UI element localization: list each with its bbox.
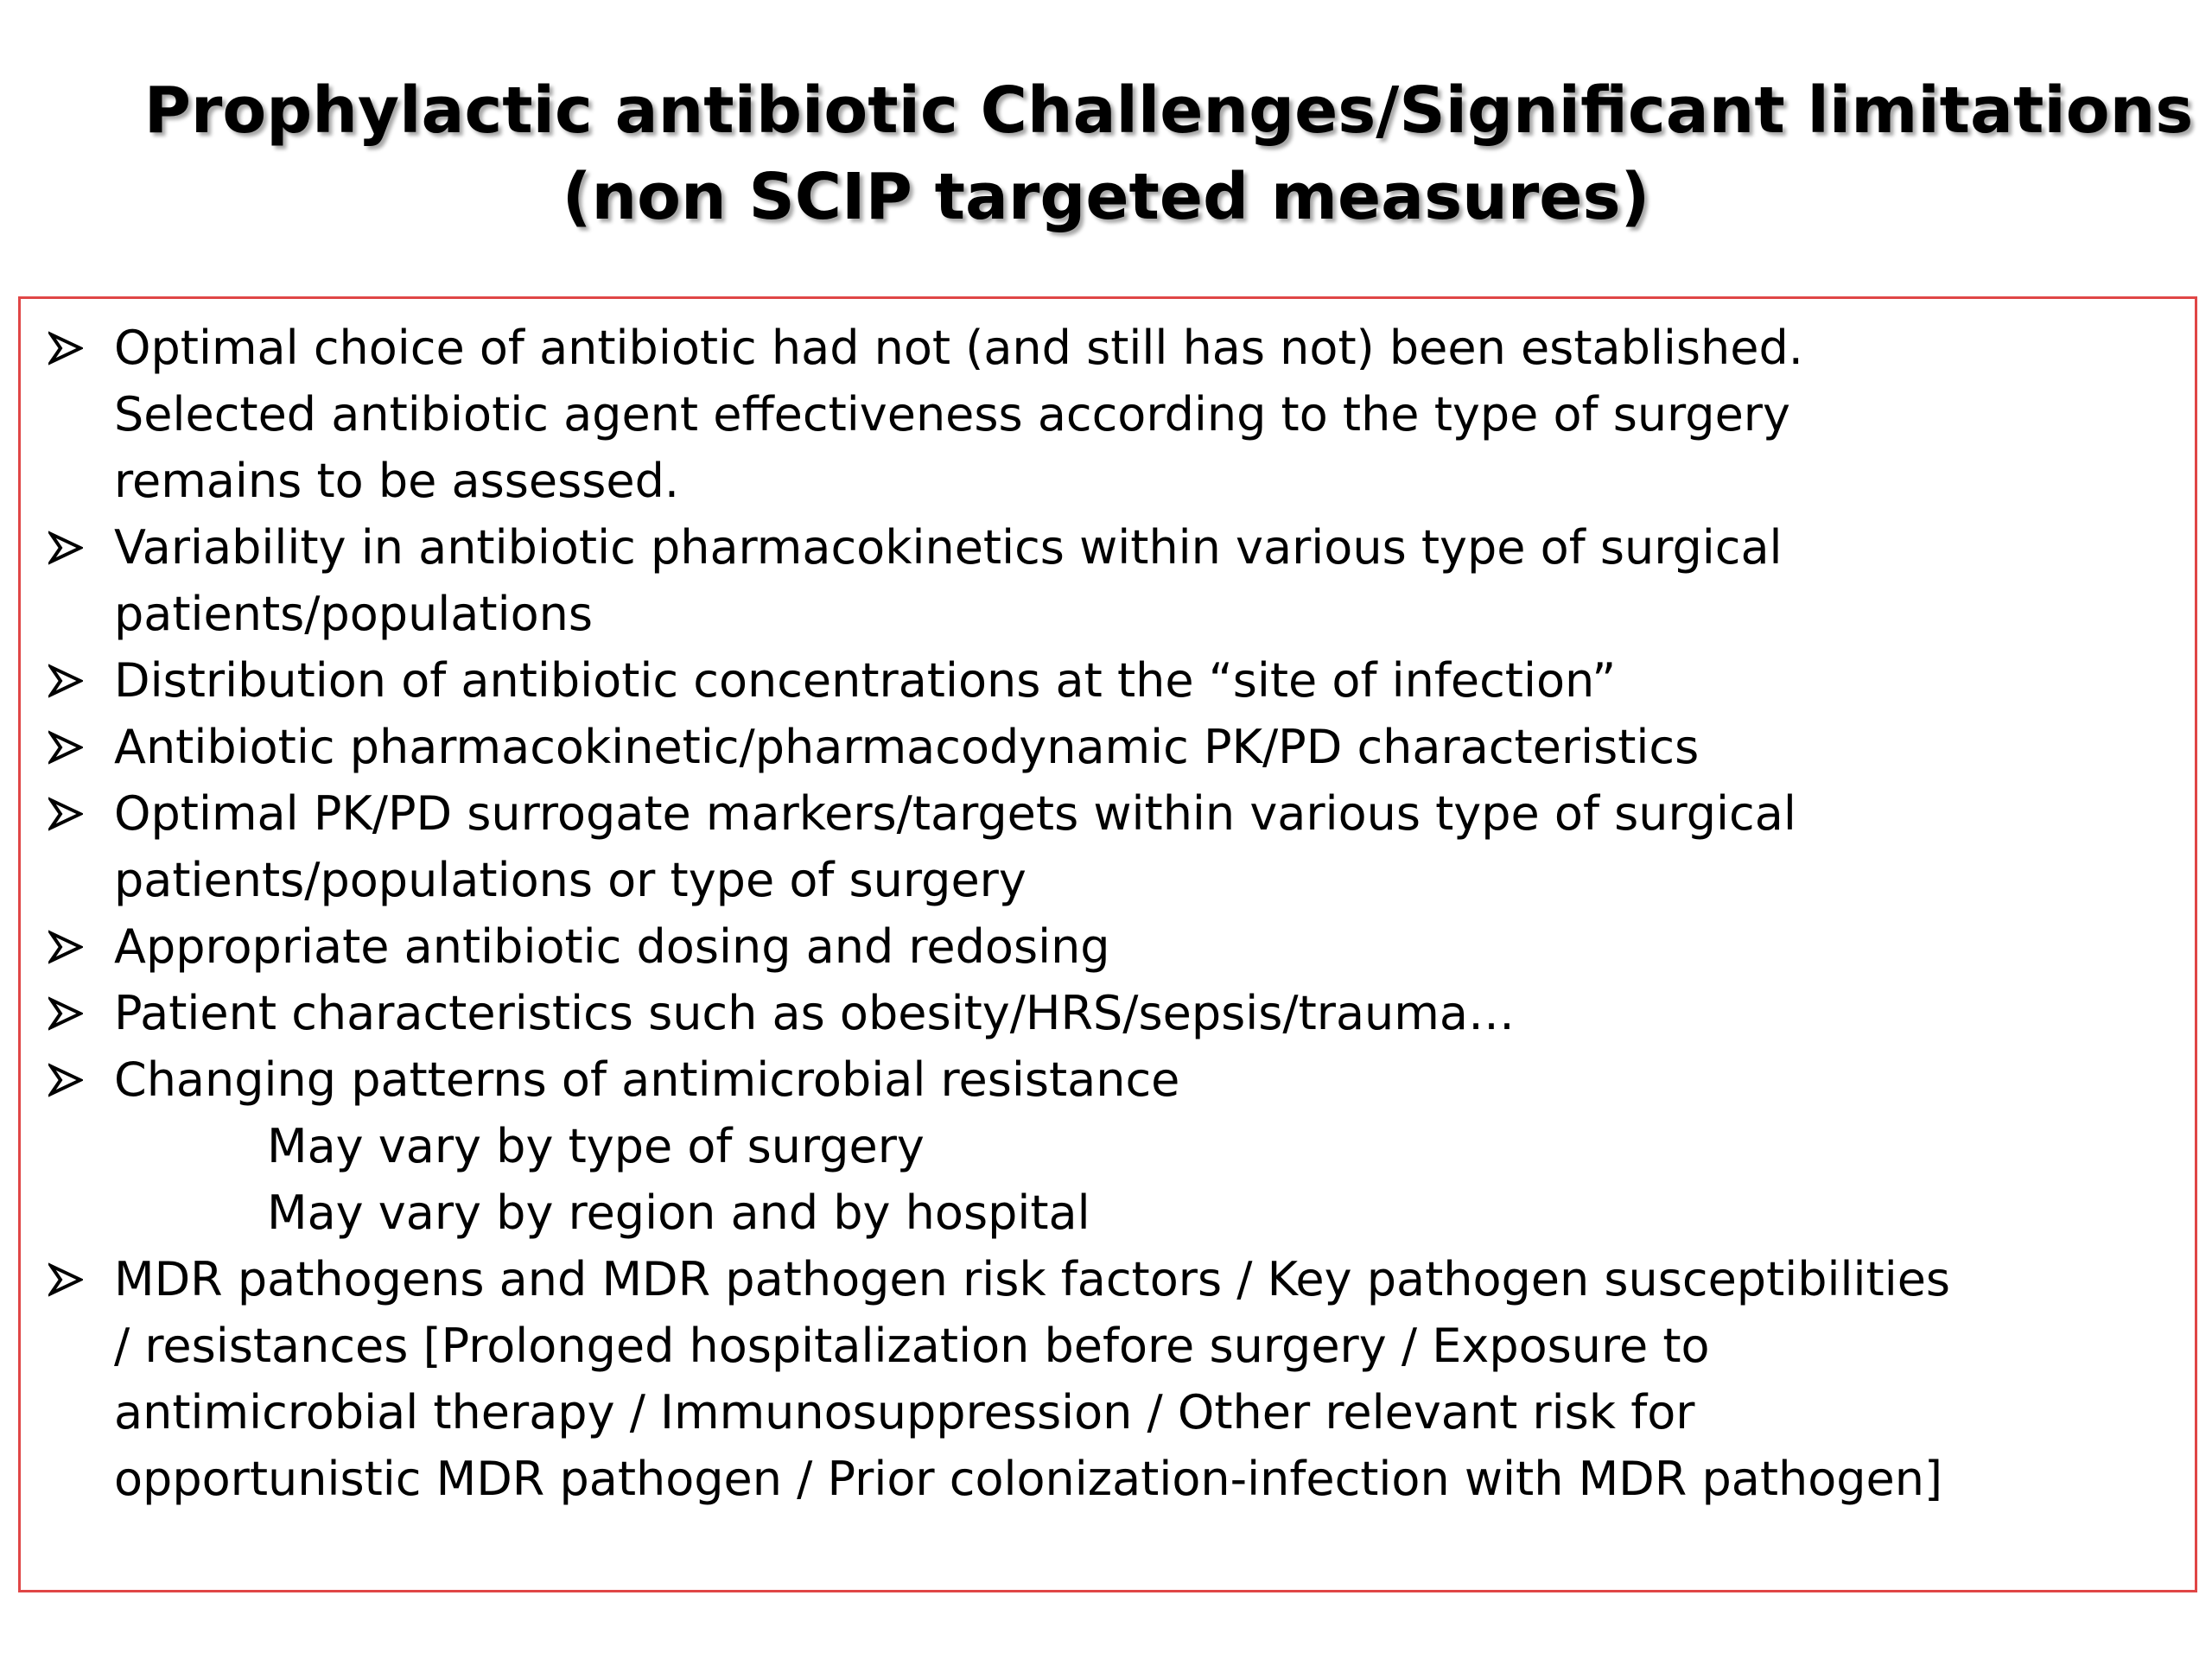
bullet-text (114, 913, 2175, 980)
bullet-line: Optimal PK/PD surrogate markers/targets within various type of surgical (114, 786, 1796, 841)
bullet-item (21, 647, 2175, 714)
content-box (18, 296, 2197, 1592)
bullet-line: MDR pathogens and MDR pathogen risk factors / Key pathogen susceptibilities (114, 1252, 1951, 1306)
arrowhead-bullet-icon (44, 780, 87, 847)
bullet-text (114, 1046, 2175, 1113)
arrowhead-bullet-icon (44, 1246, 87, 1313)
bullet-list (21, 315, 2175, 1512)
bullet-item (21, 714, 2175, 780)
arrowhead-bullet-icon (44, 315, 87, 381)
sub-bullet-line: May vary by type of surgery (267, 1119, 925, 1173)
slide-title (0, 67, 2212, 240)
arrowhead-bullet-icon (44, 980, 87, 1046)
bullet-line: Variability in antibiotic pharmacokinetics within various type of surgical (114, 520, 1783, 575)
slide-title-line-2: (non SCIP targeted measures) (562, 160, 1650, 234)
bullet-line: antimicrobial therapy / Immunosuppression / Other relevant risk for (114, 1385, 1695, 1440)
bullet-line: Appropriate antibiotic dosing and redosing (114, 919, 1110, 974)
bullet-line: Selected antibiotic agent effectiveness according to the type of surgery (114, 387, 1790, 442)
bullet-text (114, 647, 2175, 714)
bullet-item (21, 913, 2175, 980)
bullet-item (21, 315, 2175, 514)
arrowhead-bullet-icon (44, 514, 87, 581)
bullet-text (114, 714, 2175, 780)
arrowhead-bullet-icon (44, 714, 87, 780)
bullet-text (114, 514, 2175, 647)
slide-title-line-1: Prophylactic antibiotic Challenges/Significant limitations (143, 73, 2194, 148)
arrowhead-bullet-icon (44, 1046, 87, 1113)
bullet-line: patients/populations or type of surgery (114, 853, 1027, 907)
bullet-item (21, 1246, 2175, 1512)
bullet-item (21, 514, 2175, 647)
bullet-line: patients/populations (114, 587, 593, 641)
bullet-line: Changing patterns of antimicrobial resistance (114, 1052, 1180, 1107)
bullet-line: opportunistic MDR pathogen / Prior colonization-infection with MDR pathogen] (114, 1452, 1943, 1506)
sub-bullet-line: May vary by region and by hospital (267, 1185, 1090, 1240)
bullet-item (21, 780, 2175, 913)
bullet-item (21, 1046, 2175, 1246)
bullet-line: remains to be assessed. (114, 454, 680, 508)
bullet-text (114, 980, 2175, 1046)
bullet-text (114, 315, 2175, 514)
bullet-line: Patient characteristics such as obesity/HRS/sepsis/trauma… (114, 986, 1515, 1040)
bullet-line: / resistances [Prolonged hospitalization before surgery / Exposure to (114, 1319, 1710, 1373)
arrowhead-bullet-icon (44, 913, 87, 980)
sub-bullet-lines (114, 1113, 2175, 1246)
arrowhead-bullet-icon (44, 647, 87, 714)
bullet-item (21, 980, 2175, 1046)
bullet-line: Antibiotic pharmacokinetic/pharmacodynamic PK/PD characteristics (114, 720, 1700, 774)
bullet-text (114, 780, 2175, 913)
bullet-line: Optimal choice of antibiotic had not (and still has not) been established. (114, 321, 1803, 375)
bullet-text (114, 1246, 2175, 1512)
bullet-line: Distribution of antibiotic concentrations at the “site of infection” (114, 653, 1617, 708)
